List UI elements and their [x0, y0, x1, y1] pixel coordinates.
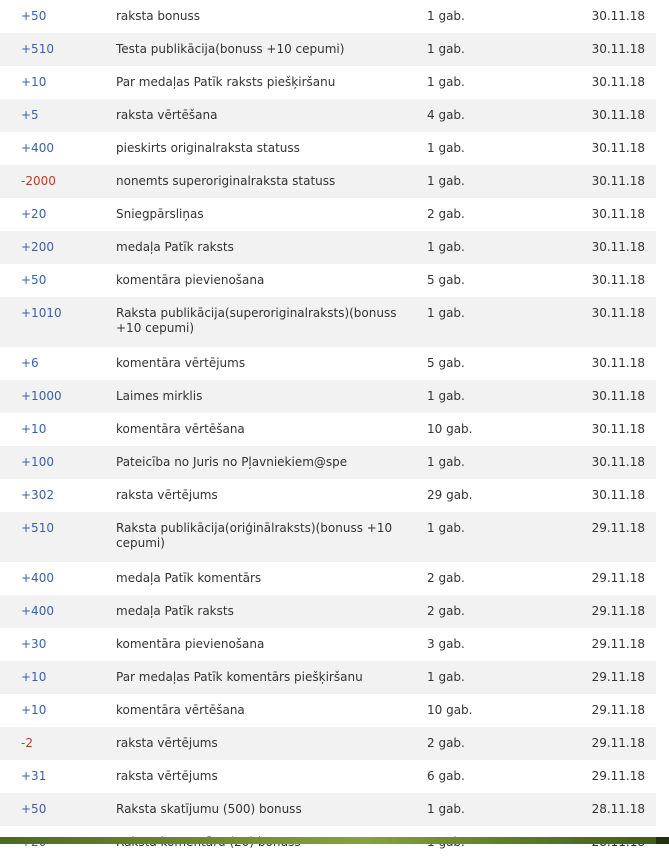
- points-cell: [0, 264, 116, 297]
- points-text: +10: [21, 703, 47, 717]
- points-text: +100: [21, 455, 54, 469]
- quantity-cell: [427, 760, 539, 793]
- date-text: 30.11.18: [591, 356, 645, 370]
- quantity-cell: [427, 380, 539, 413]
- description-cell: [116, 297, 427, 347]
- description-cell: [116, 661, 427, 694]
- description-text: raksta vērtējums: [116, 736, 218, 750]
- date-cell: [539, 198, 656, 231]
- quantity-text: 1 gab.: [427, 670, 465, 684]
- date-text: 30.11.18: [591, 75, 645, 89]
- table-row: [0, 628, 656, 661]
- date-cell: [539, 66, 656, 99]
- table-row: [0, 33, 656, 66]
- quantity-cell: [427, 347, 539, 380]
- description-cell: [116, 595, 427, 628]
- date-cell: [539, 793, 656, 826]
- date-text: 30.11.18: [591, 389, 645, 403]
- points-cell: [0, 380, 116, 413]
- table-row: [0, 99, 656, 132]
- description-cell: [116, 413, 427, 446]
- quantity-cell: [427, 628, 539, 661]
- quantity-cell: [427, 165, 539, 198]
- description-text: pieskirts originalraksta statuss: [116, 141, 300, 155]
- points-cell: [0, 661, 116, 694]
- date-text: 30.11.18: [591, 306, 645, 320]
- points-text: +5: [21, 108, 39, 122]
- quantity-text: 1 gab.: [427, 9, 465, 23]
- points-text: +1000: [21, 389, 62, 403]
- date-text: 29.11.18: [591, 637, 645, 651]
- date-text: 28.11.18: [591, 802, 645, 816]
- points-cell: [0, 694, 116, 727]
- points-cell: [0, 562, 116, 595]
- points-text: +10: [21, 75, 47, 89]
- quantity-text: 1 gab.: [427, 240, 465, 254]
- table-row: [0, 793, 656, 826]
- table-row: [0, 760, 656, 793]
- points-cell: [0, 198, 116, 231]
- description-cell: [116, 264, 427, 297]
- points-text: +30: [21, 637, 47, 651]
- quantity-text: 1 gab.: [427, 42, 465, 56]
- points-cell: [0, 66, 116, 99]
- points-cell: [0, 628, 116, 661]
- date-text: 30.11.18: [591, 273, 645, 287]
- date-cell: [539, 661, 656, 694]
- quantity-cell: [427, 595, 539, 628]
- table-row: [0, 727, 656, 760]
- points-cell: [0, 479, 116, 512]
- description-cell: [116, 446, 427, 479]
- description-cell: [116, 760, 427, 793]
- table-row: [0, 297, 656, 347]
- quantity-cell: [427, 0, 539, 33]
- date-text: 29.11.18: [591, 703, 645, 717]
- description-cell: [116, 33, 427, 66]
- date-cell: [539, 760, 656, 793]
- page-right-margin: [656, 0, 669, 837]
- quantity-cell: [427, 562, 539, 595]
- quantity-text: 3 gab.: [427, 637, 465, 651]
- description-text: raksta vērtēšana: [116, 108, 218, 122]
- table-row: [0, 512, 656, 562]
- table-row: [0, 0, 656, 33]
- description-cell: [116, 793, 427, 826]
- description-text: Raksta publikācija(oriģinālraksts)(bonuss +10 cepumi): [116, 521, 393, 550]
- table-row: [0, 165, 656, 198]
- quantity-text: 2 gab.: [427, 571, 465, 585]
- points-text: +20: [21, 207, 47, 221]
- table-row: [0, 446, 656, 479]
- date-text: 30.11.18: [591, 422, 645, 436]
- quantity-cell: [427, 727, 539, 760]
- description-cell: [116, 512, 427, 562]
- description-cell: [116, 628, 427, 661]
- quantity-text: 1 gab.: [427, 75, 465, 89]
- footer-background-strip: [0, 837, 669, 844]
- date-text: 30.11.18: [591, 207, 645, 221]
- date-cell: [539, 479, 656, 512]
- points-cell: [0, 793, 116, 826]
- points-text: +6: [21, 356, 39, 370]
- points-cell: [0, 760, 116, 793]
- quantity-text: 1 gab.: [427, 174, 465, 188]
- points-text: +510: [21, 521, 54, 535]
- quantity-text: 29 gab.: [427, 488, 473, 502]
- description-text: komentāra vērtēšana: [116, 703, 245, 717]
- points-cell: [0, 231, 116, 264]
- description-text: komentāra pievienošana: [116, 273, 265, 287]
- quantity-text: 6 gab.: [427, 769, 465, 783]
- description-cell: [116, 479, 427, 512]
- points-cell: [0, 297, 116, 347]
- quantity-text: 2 gab.: [427, 736, 465, 750]
- description-text: Testa publikācija(bonuss +10 cepumi): [116, 42, 345, 56]
- quantity-cell: [427, 231, 539, 264]
- date-cell: [539, 628, 656, 661]
- quantity-text: 10 gab.: [427, 703, 473, 717]
- date-text: 29.11.18: [591, 571, 645, 585]
- description-text: Raksta skatījumu (500) bonuss: [116, 802, 302, 816]
- quantity-text: 1 gab.: [427, 389, 465, 403]
- date-cell: [539, 132, 656, 165]
- date-cell: [539, 562, 656, 595]
- quantity-cell: [427, 99, 539, 132]
- points-cell: [0, 33, 116, 66]
- quantity-cell: [427, 264, 539, 297]
- table-row: [0, 380, 656, 413]
- table-row: [0, 413, 656, 446]
- description-cell: [116, 347, 427, 380]
- date-cell: [539, 99, 656, 132]
- date-text: 30.11.18: [591, 455, 645, 469]
- points-cell: [0, 99, 116, 132]
- points-cell: [0, 165, 116, 198]
- points-text: +400: [21, 141, 54, 155]
- table-row: [0, 132, 656, 165]
- quantity-text: 1 gab.: [427, 455, 465, 469]
- date-text: 29.11.18: [591, 670, 645, 684]
- description-text: medaļa Patīk raksts: [116, 240, 234, 254]
- date-text: 30.11.18: [591, 42, 645, 56]
- description-cell: [116, 0, 427, 33]
- date-text: 30.11.18: [591, 240, 645, 254]
- points-text: +302: [21, 488, 54, 502]
- description-text: Pateicība no Juris no Pļavniekiem@spe: [116, 455, 348, 469]
- description-text: Par medaļas Patīk raksts piešķiršanu: [116, 75, 336, 89]
- date-cell: [539, 264, 656, 297]
- description-text: komentāra vērtēšana: [116, 422, 245, 436]
- description-text: Sniegpārsliņas: [116, 207, 204, 221]
- date-cell: [539, 512, 656, 562]
- table-row: [0, 231, 656, 264]
- date-cell: [539, 380, 656, 413]
- quantity-text: 1 gab.: [427, 802, 465, 816]
- description-text: raksta vērtējums: [116, 488, 218, 502]
- quantity-text: 2 gab.: [427, 604, 465, 618]
- date-cell: [539, 694, 656, 727]
- date-cell: [539, 297, 656, 347]
- quantity-cell: [427, 661, 539, 694]
- table-row: [0, 198, 656, 231]
- description-cell: [116, 99, 427, 132]
- quantity-text: 5 gab.: [427, 273, 465, 287]
- points-text: +50: [21, 802, 47, 816]
- date-text: 30.11.18: [591, 108, 645, 122]
- description-text: Par medaļas Patīk komentārs piešķiršanu: [116, 670, 363, 684]
- date-cell: [539, 33, 656, 66]
- points-text: +1010: [21, 306, 62, 320]
- quantity-cell: [427, 297, 539, 347]
- description-text: komentāra pievienošana: [116, 637, 265, 651]
- description-text: Raksta publikācija(superoriginalraksts)(bonuss +10 cepumi): [116, 306, 397, 335]
- date-cell: [539, 595, 656, 628]
- points-text: -2: [21, 736, 33, 750]
- quantity-text: 4 gab.: [427, 108, 465, 122]
- quantity-cell: [427, 66, 539, 99]
- table-row: [0, 595, 656, 628]
- points-cell: [0, 446, 116, 479]
- points-text: +400: [21, 604, 54, 618]
- table-row: [0, 661, 656, 694]
- description-cell: [116, 694, 427, 727]
- quantity-text: 10 gab.: [427, 422, 473, 436]
- date-text: 29.11.18: [591, 736, 645, 750]
- quantity-text: 1 gab.: [427, 306, 465, 320]
- date-cell: [539, 165, 656, 198]
- description-text: medaļa Patīk komentārs: [116, 571, 262, 585]
- description-cell: [116, 562, 427, 595]
- date-text: 30.11.18: [591, 9, 645, 23]
- date-cell: [539, 413, 656, 446]
- points-text: +31: [21, 769, 47, 783]
- date-text: 29.11.18: [591, 769, 645, 783]
- description-cell: [116, 165, 427, 198]
- quantity-text: 5 gab.: [427, 356, 465, 370]
- quantity-cell: [427, 198, 539, 231]
- table-row: [0, 66, 656, 99]
- date-cell: [539, 0, 656, 33]
- description-text: komentāra vērtējums: [116, 356, 246, 370]
- table-row: [0, 347, 656, 380]
- points-text: +10: [21, 422, 47, 436]
- table-row: [0, 479, 656, 512]
- description-text: medaļa Patīk raksts: [116, 604, 234, 618]
- table-row: [0, 264, 656, 297]
- date-cell: [539, 347, 656, 380]
- description-cell: [116, 231, 427, 264]
- quantity-text: 2 gab.: [427, 207, 465, 221]
- quantity-cell: [427, 446, 539, 479]
- quantity-text: 1 gab.: [427, 521, 465, 535]
- table-row: [0, 694, 656, 727]
- date-text: 29.11.18: [591, 521, 645, 535]
- quantity-cell: [427, 132, 539, 165]
- points-text: +50: [21, 9, 47, 23]
- quantity-text: 1 gab.: [427, 141, 465, 155]
- points-cell: [0, 347, 116, 380]
- points-text: +400: [21, 571, 54, 585]
- quantity-cell: [427, 33, 539, 66]
- points-text: +510: [21, 42, 54, 56]
- date-text: 30.11.18: [591, 141, 645, 155]
- quantity-cell: [427, 694, 539, 727]
- date-cell: [539, 231, 656, 264]
- date-text: 30.11.18: [591, 488, 645, 502]
- points-text: -2000: [21, 174, 56, 188]
- date-text: 29.11.18: [591, 604, 645, 618]
- quantity-cell: [427, 479, 539, 512]
- points-cell: [0, 0, 116, 33]
- description-text: nonemts superoriginalraksta statuss: [116, 174, 336, 188]
- description-cell: [116, 727, 427, 760]
- date-text: 30.11.18: [591, 174, 645, 188]
- points-text: +10: [21, 670, 47, 684]
- description-text: raksta vērtējums: [116, 769, 218, 783]
- points-text: +50: [21, 273, 47, 287]
- quantity-cell: [427, 793, 539, 826]
- date-cell: [539, 727, 656, 760]
- points-cell: [0, 132, 116, 165]
- quantity-cell: [427, 413, 539, 446]
- points-cell: [0, 413, 116, 446]
- points-text: +200: [21, 240, 54, 254]
- description-cell: [116, 132, 427, 165]
- date-cell: [539, 446, 656, 479]
- description-cell: [116, 66, 427, 99]
- description-cell: [116, 198, 427, 231]
- description-text: raksta bonuss: [116, 9, 201, 23]
- table-row: [0, 562, 656, 595]
- points-cell: [0, 595, 116, 628]
- points-cell: [0, 512, 116, 562]
- description-text: Laimes mirklis: [116, 389, 203, 403]
- description-cell: [116, 380, 427, 413]
- quantity-cell: [427, 512, 539, 562]
- points-cell: [0, 727, 116, 760]
